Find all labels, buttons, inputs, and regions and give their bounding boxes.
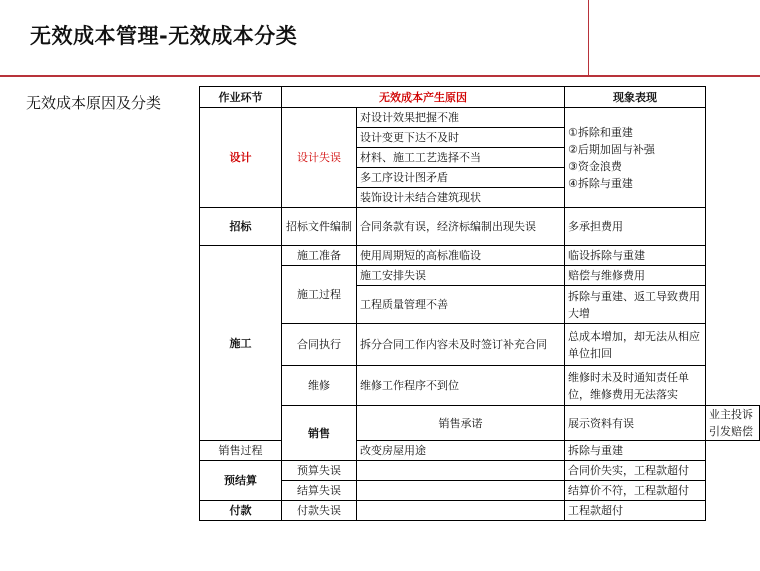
cause-cell: 施工安排失误 xyxy=(357,266,565,286)
stage-design: 设计 xyxy=(200,108,282,208)
design-phenomena xyxy=(565,108,706,208)
header-stage: 作业环节 xyxy=(200,87,282,108)
sub-payment-error: 付款失误 xyxy=(282,501,357,521)
cause-cell: 对设计效果把握不准 xyxy=(357,108,565,128)
cause-cell xyxy=(357,501,565,521)
sub-design-error: 设计失误 xyxy=(282,108,357,208)
sub-budget-error: 预算失误 xyxy=(282,461,357,481)
phenomenon-item: ①拆除和重建 xyxy=(568,125,633,139)
cause-cell: 改变房屋用途 xyxy=(357,441,565,461)
phenomenon-cell: 业主投诉引发赔偿 xyxy=(706,406,760,441)
cause-cell: 合同条款有误，经济标编制出现失误 xyxy=(357,208,565,246)
cause-cell: 材料、施工工艺选择不当 xyxy=(357,148,565,168)
cause-cell: 维修工作程序不到位 xyxy=(357,366,565,406)
sub-construction-process: 施工过程 xyxy=(282,266,357,324)
cause-cell: 装饰设计未结合建筑现状 xyxy=(357,188,565,208)
header-divider-vertical xyxy=(588,0,589,75)
cause-cell: 工程质量管理不善 xyxy=(357,286,565,324)
phenomenon-cell: 合同价失实，工程款超付 xyxy=(565,461,706,481)
phenomenon-cell: 多承担费用 xyxy=(565,208,706,246)
stage-budget: 预结算 xyxy=(200,461,282,501)
sub-sales-promise: 销售承诺 xyxy=(357,406,565,441)
page-title: 无效成本管理-无效成本分类 xyxy=(30,24,298,48)
phenomenon-cell: 赔偿与维修费用 xyxy=(565,266,706,286)
sub-bidding-doc: 招标文件编制 xyxy=(282,208,357,246)
stage-construction: 施工 xyxy=(200,246,282,441)
phenomenon-item: ④拆除与重建 xyxy=(568,176,633,190)
phenomenon-cell: 结算价不符，工程款超付 xyxy=(565,481,706,501)
stage-sales: 销售 xyxy=(282,406,357,461)
header-cause: 无效成本产生原因 xyxy=(282,87,565,108)
sub-maintenance: 维修 xyxy=(282,366,357,406)
stage-payment: 付款 xyxy=(200,501,282,521)
cause-cell: 展示资料有误 xyxy=(565,406,706,441)
cause-cell xyxy=(357,461,565,481)
sub-settlement-error: 结算失误 xyxy=(282,481,357,501)
phenomenon-cell: 总成本增加，却无法从相应单位扣回 xyxy=(565,324,706,366)
sub-contract-exec: 合同执行 xyxy=(282,324,357,366)
phenomenon-cell: 拆除与重建、返工导致费用大增 xyxy=(565,286,706,324)
phenomenon-cell: 拆除与重建 xyxy=(565,441,706,461)
stage-bidding: 招标 xyxy=(200,208,282,246)
sub-construction-prep: 施工准备 xyxy=(282,246,357,266)
header-divider-horizontal xyxy=(0,75,760,77)
cause-cell: 多工序设计图矛盾 xyxy=(357,168,565,188)
cost-classification-table xyxy=(199,86,760,521)
cause-cell: 拆分合同工作内容未及时签订补充合同 xyxy=(357,324,565,366)
sub-sales-process: 销售过程 xyxy=(200,441,282,461)
section-label: 无效成本原因及分类 xyxy=(26,94,162,112)
header-phenomenon: 现象表现 xyxy=(565,87,706,108)
cause-cell xyxy=(357,481,565,501)
phenomenon-cell: 工程款超付 xyxy=(565,501,706,521)
phenomenon-item: ③资金浪费 xyxy=(568,159,622,173)
phenomenon-cell: 临设拆除与重建 xyxy=(565,246,706,266)
phenomenon-item: ②后期加固与补强 xyxy=(568,142,655,156)
cause-cell: 使用周期短的高标准临设 xyxy=(357,246,565,266)
phenomenon-cell: 维修时未及时通知责任单位，维修费用无法落实 xyxy=(565,366,706,406)
cause-cell: 设计变更下达不及时 xyxy=(357,128,565,148)
